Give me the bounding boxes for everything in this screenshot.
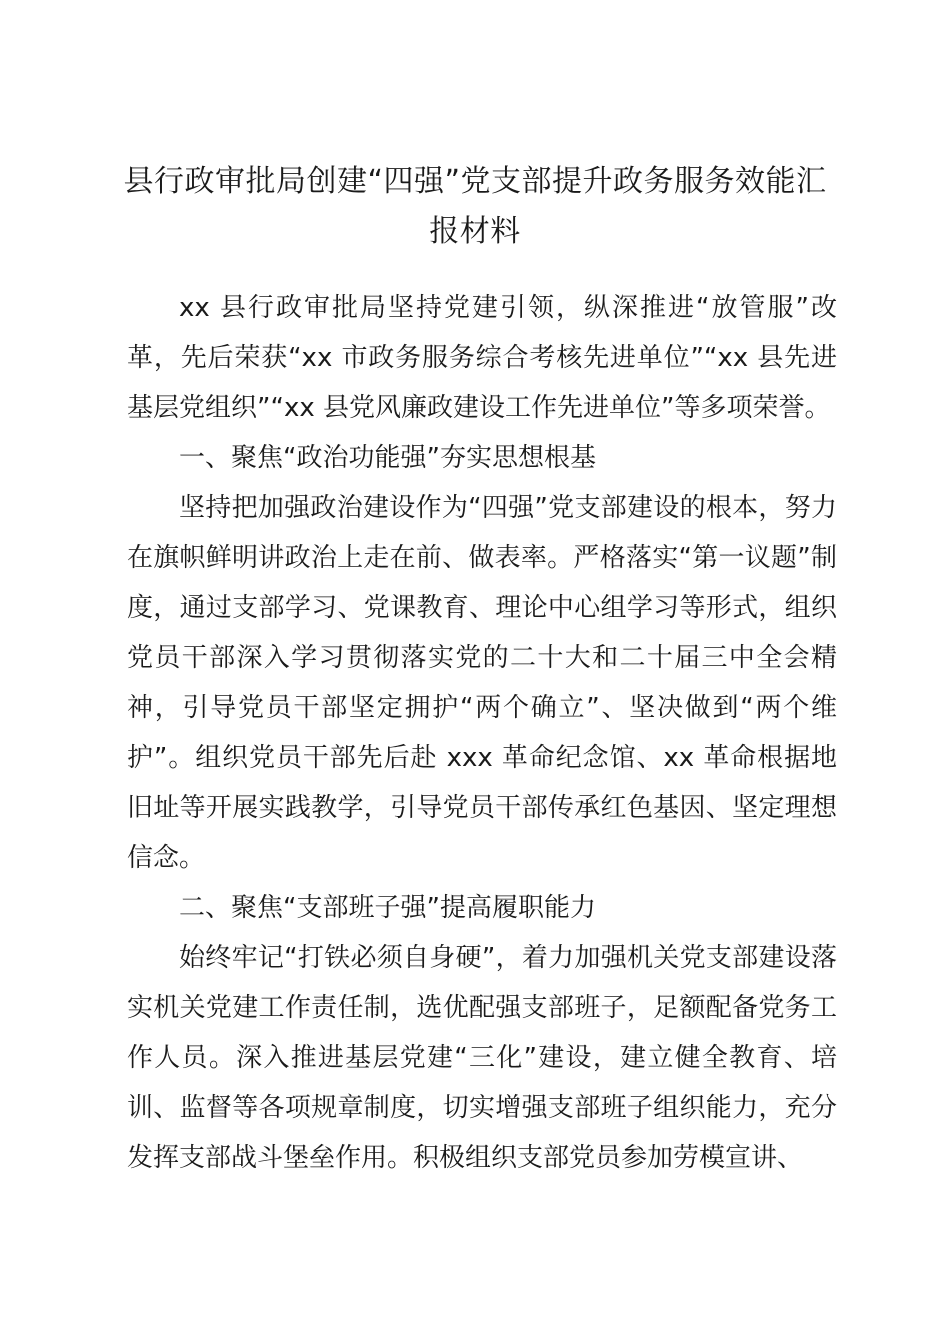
section-heading-2: 二、聚焦“支部班子强”提高履职能力 [179, 893, 596, 923]
title-line-1: 县行政审批局创建“四强”党支部提升政务服务效能汇 [123, 164, 827, 199]
section-heading-1: 一、聚焦“政治功能强”夯实思想根基 [179, 443, 596, 473]
intro-paragraph: xx 县行政审批局坚持党建引领，纵深推进“放管服”改革，先后荣获“xx 市政务服务综合考核先进单位”“xx 县先进基层党组织”“xx 县党风廉政建设工作先进单位”等多项荣誉。 [127, 293, 837, 423]
section-2-paragraph: 始终牢记“打铁必须自身硬”，着力加强机关党支部建设落实机关党建工作责任制，选优配强支部班子，足额配备党务工作人员。深入推进基层党建“三化”建设，建立健全教育、培训、监督等各项规章制度，切实增强支部班子组织能力，充分发挥支部战斗堡垒作用。积极组织支部党员参加劳模宣讲、 [127, 943, 837, 1173]
document-title [120, 157, 830, 257]
document-body [127, 283, 837, 1183]
section-1-paragraph: 坚持把加强政治建设作为“四强”党支部建设的根本，努力在旗帜鲜明讲政治上走在前、做表率。严格落实“第一议题”制度，通过支部学习、党课教育、理论中心组学习等形式，组织党员干部深入学习贯彻落实党的二十大和二十届三中全会精神，引导党员干部坚定拥护“两个确立”、坚决做到“两个维护”。组织党员干部先后赴 xxx 革命纪念馆、xx 革命根据地旧址等开展实践教学，引导党员干部传承红色基因、坚定理想信念。 [127, 493, 837, 873]
title-line-2: 报材料 [429, 214, 521, 249]
